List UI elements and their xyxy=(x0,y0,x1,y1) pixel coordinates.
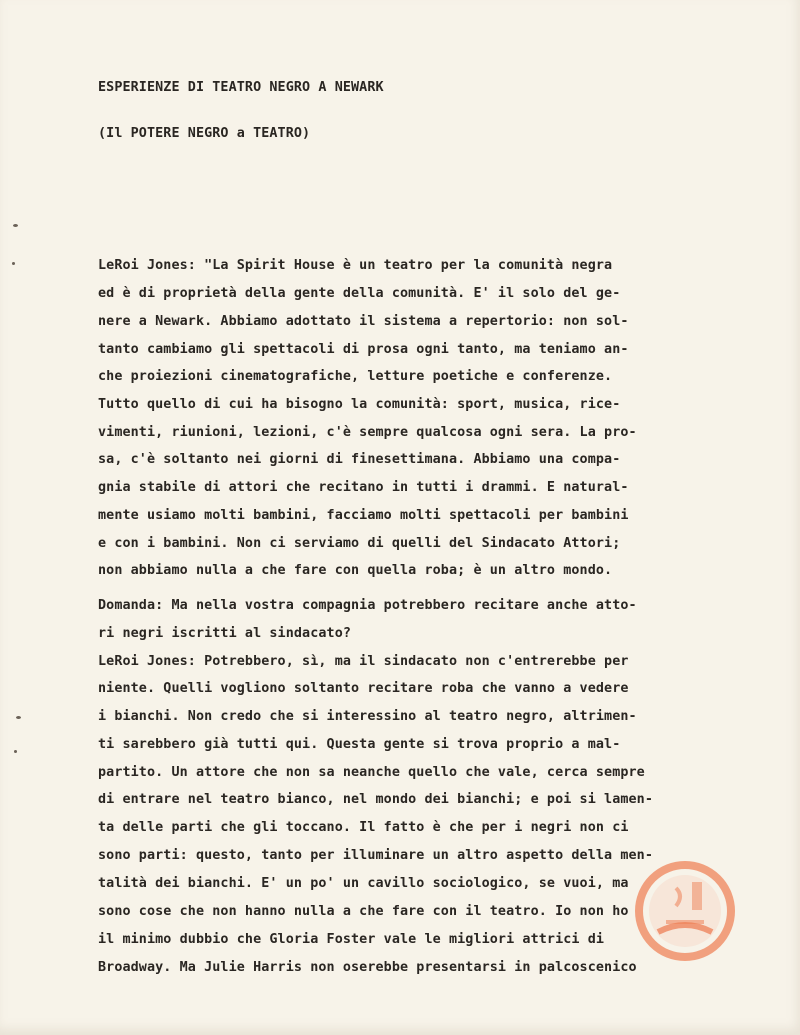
text-line: ed è di proprietà della gente della comunità. E' il solo del ge- xyxy=(98,286,621,301)
text-line: sa, c'è soltanto nei giorni di finesettimana. Abbiamo una compa- xyxy=(98,452,621,467)
text-line: partito. Un attore che non sa neanche quello che vale, cerca sempre xyxy=(98,765,645,780)
text-line: vimenti, riunioni, lezioni, c'è sempre qualcosa ogni sera. La pro- xyxy=(98,425,637,440)
text-line: sono cose che non hanno nulla a che fare con il teatro. Io non ho xyxy=(98,904,629,919)
archive-stamp-icon xyxy=(632,858,738,964)
text-line: talità dei bianchi. E' un po' un cavillo sociologico, se vuoi, ma xyxy=(98,876,629,891)
text-line: i bianchi. Non credo che si interessino al teatro negro, altrimen- xyxy=(98,709,637,724)
margin-mark xyxy=(12,262,15,265)
text-line: tanto cambiamo gli spettacoli di prosa ogni tanto, ma teniamo an- xyxy=(98,342,629,357)
text-line: ti sarebbero già tutti qui. Questa gente si trova proprio a mal- xyxy=(98,737,621,752)
text-line: sono parti: questo, tanto per illuminare un altro aspetto della men- xyxy=(98,848,654,863)
text-line: mente usiamo molti bambini, facciamo molti spettacoli per bambini xyxy=(98,508,629,523)
text-line: gnia stabile di attori che recitano in tutti i drammi. E natural- xyxy=(98,480,629,495)
text-line: Domanda: Ma nella vostra compagnia potrebbero recitare anche atto- xyxy=(98,598,637,613)
text-line: Tutto quello di cui ha bisogno la comunità: sport, musica, rice- xyxy=(98,397,621,412)
text-line: LeRoi Jones: Potrebbero, sì, ma il sindacato non c'entrerebbe per xyxy=(98,654,629,669)
text-line: di entrare nel teatro bianco, nel mondo dei bianchi; e poi si lamen- xyxy=(98,792,654,807)
text-line: il minimo dubbio che Gloria Foster vale le migliori attrici di xyxy=(98,932,605,947)
text-line: niente. Quelli vogliono soltanto recitare roba che vanno a vedere xyxy=(98,681,629,696)
document-title: ESPERIENZE DI TEATRO NEGRO A NEWARK xyxy=(98,80,384,95)
text-line: ri negri iscritti al sindacato? xyxy=(98,626,352,641)
text-line: ta delle parti che gli toccano. Il fatto è che per i negri non ci xyxy=(98,820,629,835)
document-subtitle: (Il POTERE NEGRO a TEATRO) xyxy=(98,126,311,141)
text-line: Broadway. Ma Julie Harris non oserebbe presentarsi in palcoscenico xyxy=(98,960,637,975)
margin-mark xyxy=(13,224,18,227)
text-line: nere a Newark. Abbiamo adottato il sistema a repertorio: non sol- xyxy=(98,314,629,329)
margin-mark xyxy=(14,750,17,753)
text-line: che proiezioni cinematografiche, letture poetiche e conferenze. xyxy=(98,369,613,384)
margin-mark xyxy=(16,716,21,719)
text-line: non abbiamo nulla a che fare con quella roba; è un altro mondo. xyxy=(98,563,613,578)
text-line: e con i bambini. Non ci serviamo di quelli del Sindacato Attori; xyxy=(98,536,621,551)
text-line: LeRoi Jones: "La Spirit House è un teatro per la comunità negra xyxy=(98,258,613,273)
